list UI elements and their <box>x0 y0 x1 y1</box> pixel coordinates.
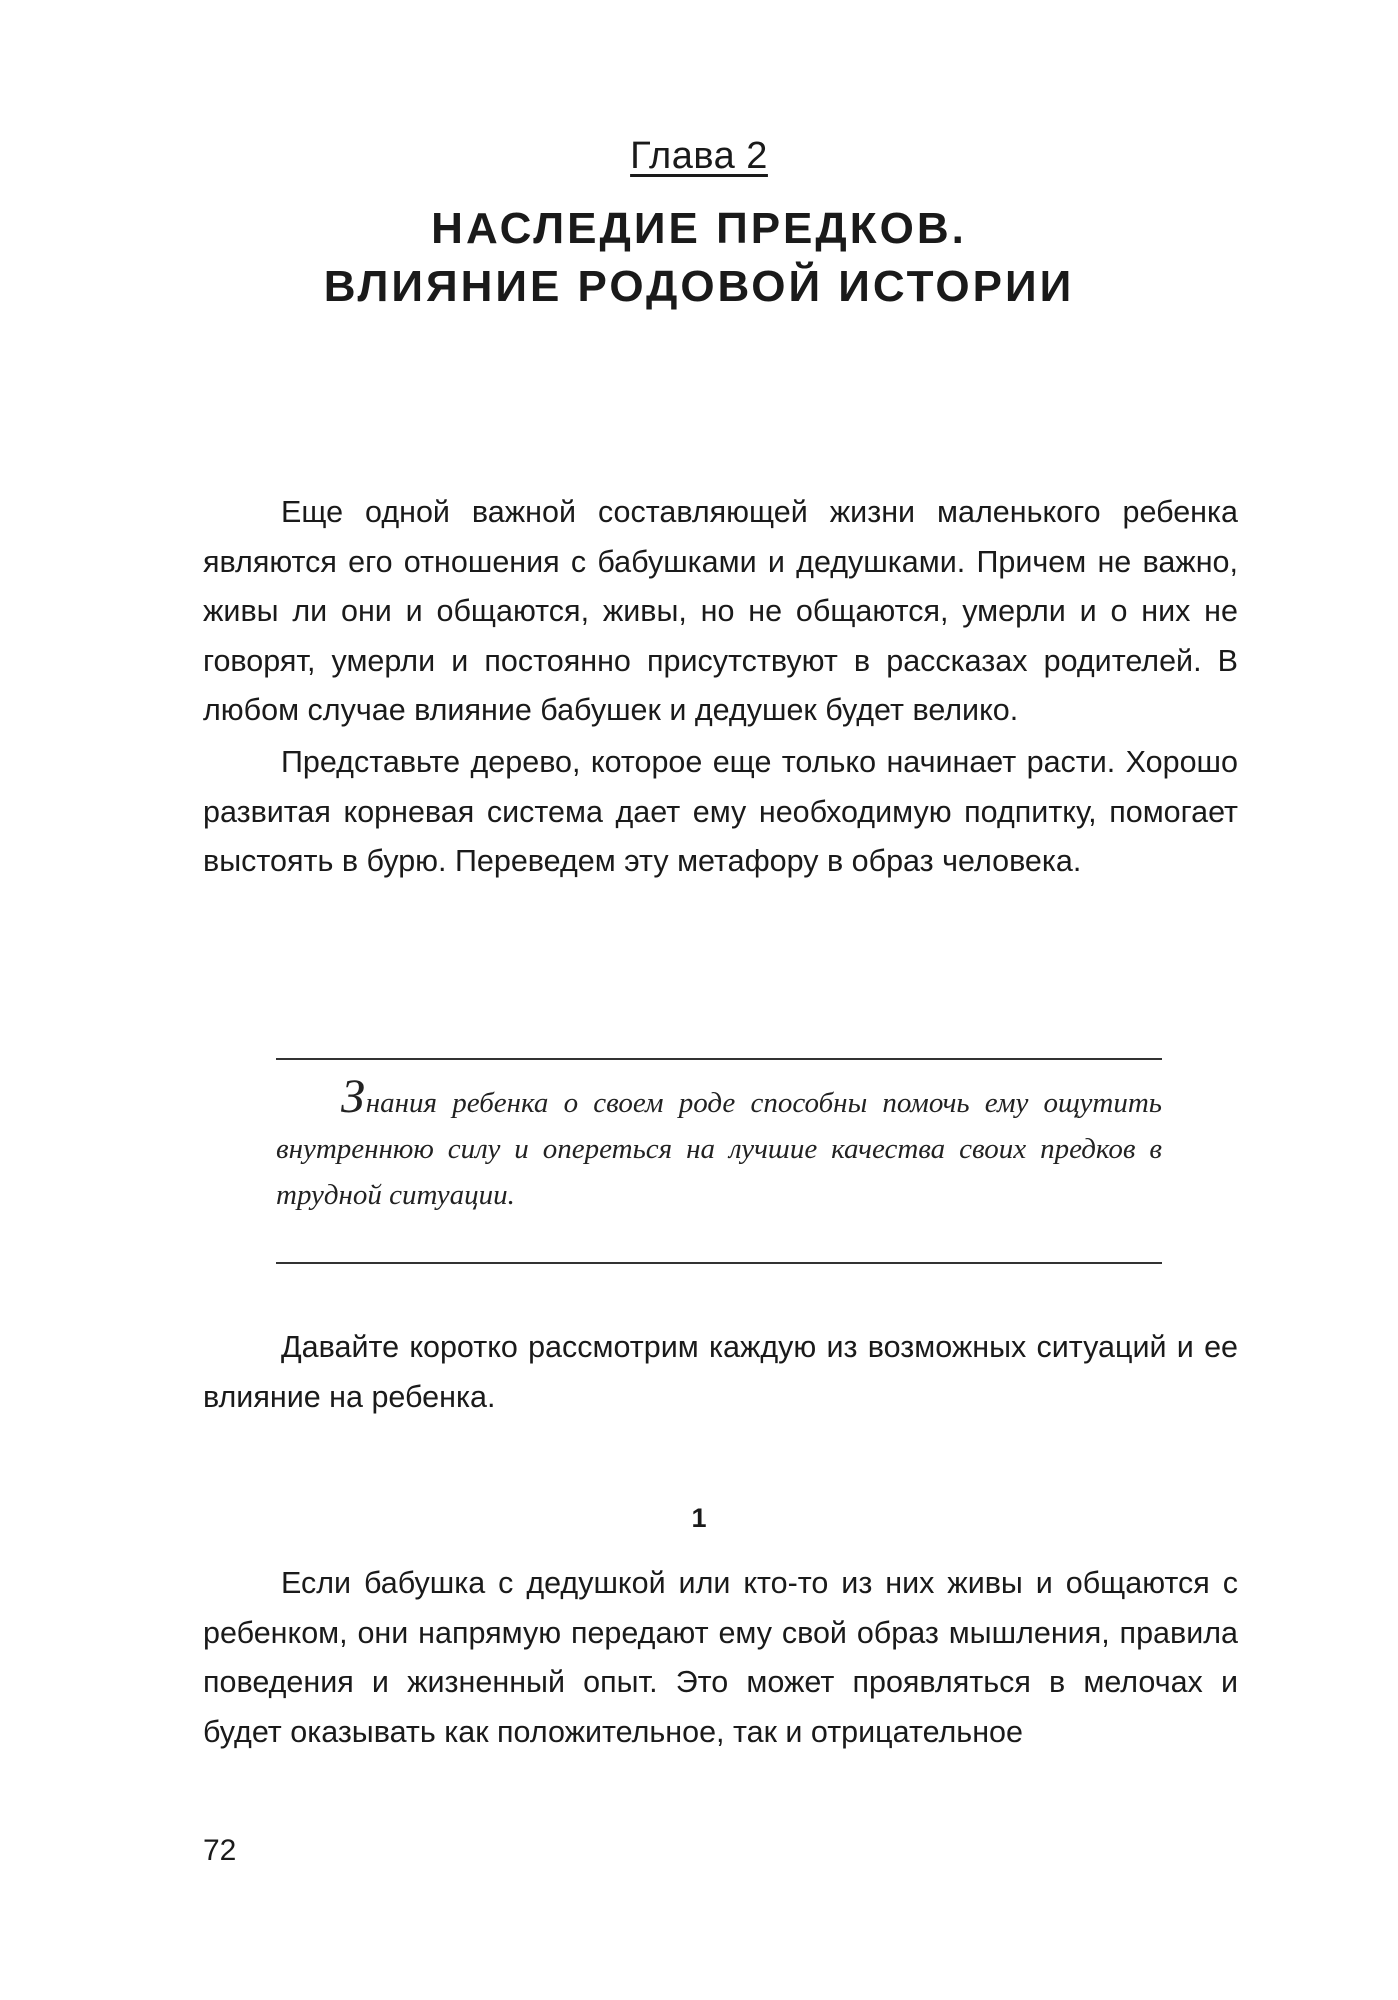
section-1-paragraph: Если бабушка с дедушкой или кто-то из них живы и общаются с ребенком, они напрямую передают ему свой образ мышления, правила поведения и жизненный опыт. Это может проявляться в мелочах и будет оказывать как положительное, так и отрицательное <box>203 1566 1238 1749</box>
pull-quote <box>276 1070 1162 1218</box>
chapter-title-line-2: ВЛИЯНИЕ РОДОВОЙ ИСТОРИИ <box>323 262 1075 311</box>
quote-rule-bottom <box>276 1262 1162 1264</box>
section-1-text <box>203 1559 1238 1757</box>
chapter-title-line-1: НАСЛЕДИЕ ПРЕДКОВ. <box>431 204 967 253</box>
page-number: 72 <box>203 1834 237 1867</box>
intro-paragraph-1: Еще одной важной составляющей жизни маленького ребенка являются его отношения с бабушками и дедушками. Причем не важно, живы ли они и общаются, живы, но не общаются, умерли и о них не говорят, умерли и постоянно присутствуют в рассказах родителей. В любом случае влияние бабушек и дедушек будет велико. <box>203 495 1238 728</box>
quote-initial-letter: З <box>341 1070 366 1123</box>
transition-text <box>203 1323 1238 1422</box>
chapter-title <box>0 200 1398 316</box>
intro-paragraph-2: Представьте дерево, которое еще только начинает расти. Хорошо развитая корневая система дает ему необходимую подпитку, помогает выстоять в бурю. Переведем эту метафору в образ человека. <box>203 744 1238 879</box>
section-number: 1 <box>691 1503 707 1533</box>
intro-text <box>203 488 1238 887</box>
quote-text: нания ребенка о своем роде способны помочь ему ощутить внутреннюю силу и опереться на лучшие качества своих предков в трудной ситуации. <box>276 1087 1162 1211</box>
quote-rule-top <box>276 1058 1162 1060</box>
transition-paragraph: Давайте коротко рассмотрим каждую из возможных ситуаций и ее влияние на ребенка. <box>203 1330 1238 1414</box>
chapter-label: Глава 2 <box>630 135 768 177</box>
